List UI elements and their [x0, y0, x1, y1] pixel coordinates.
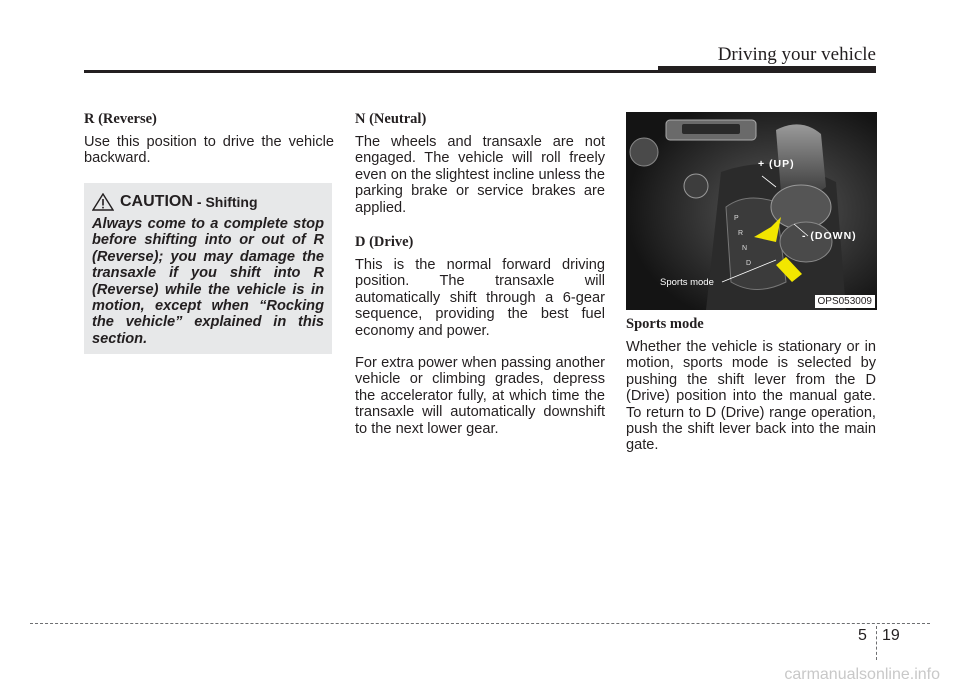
- sports-mode-label: Sports mode: [660, 277, 714, 288]
- header-rule-accent: [658, 66, 876, 73]
- shift-lever-figure: [626, 112, 877, 310]
- down-label: - (DOWN): [802, 230, 857, 242]
- watermark: carmanualsonline.info: [784, 666, 940, 683]
- footer-rule: [30, 623, 930, 624]
- caution-body: Always come to a complete stop before shifting into or out of R (Reverse); you may damage the transaxle if you shift into R (Reverse) while the vehicle is in motion, except when “Rocking the vehicle” explained in this section.: [92, 216, 324, 347]
- caution-box: [84, 183, 332, 354]
- up-label: + (UP): [758, 158, 795, 170]
- page-number: 19: [882, 627, 900, 644]
- svg-text:R: R: [738, 230, 744, 237]
- column-reverse: [84, 111, 334, 167]
- svg-text:D: D: [746, 260, 752, 267]
- neutral-body: The wheels and transaxle are not engaged. The vehicle will roll freely even on the slightest incline unless the parking brake or service brakes are applied.: [355, 134, 605, 216]
- reverse-title: R (Reverse): [84, 111, 157, 127]
- column-neutral-drive: [355, 111, 605, 437]
- svg-text:N: N: [742, 245, 748, 252]
- reverse-body: Use this position to drive the vehicle backward.: [84, 134, 334, 167]
- sports-title: Sports mode: [626, 316, 704, 332]
- neutral-title: N (Neutral): [355, 111, 427, 127]
- warning-triangle-icon: [92, 193, 114, 211]
- drive-body-2: For extra power when passing another vehicle or climbing grades, depress the accelerator fully, at which time the transaxle will automatically downshift to the next lower gear.: [355, 355, 605, 437]
- caution-header: [92, 193, 324, 211]
- drive-body-1: This is the normal forward driving position. The transaxle will automatically shift through a 6-gear sequence, providing the best fuel economy and power.: [355, 257, 605, 339]
- svg-text:P: P: [734, 215, 739, 222]
- caution-subtitle: - Shifting: [196, 194, 258, 210]
- drive-title: D (Drive): [355, 234, 414, 251]
- sports-body: Whether the vehicle is stationary or in motion, sports mode is selected by pushing the shift lever from the D (Drive) position into the manual gate. To return to D (Drive) range operation, push the shift lever back into the main gate.: [626, 339, 876, 454]
- figure-code: OPS053009: [815, 295, 876, 308]
- caution-label: CAUTION: [120, 193, 193, 210]
- header-title: Driving your vehicle: [717, 44, 876, 65]
- column-sports: [626, 316, 876, 454]
- section-number: 5: [858, 627, 867, 644]
- page-number-divider: [876, 626, 877, 660]
- header-rule: [84, 70, 662, 73]
